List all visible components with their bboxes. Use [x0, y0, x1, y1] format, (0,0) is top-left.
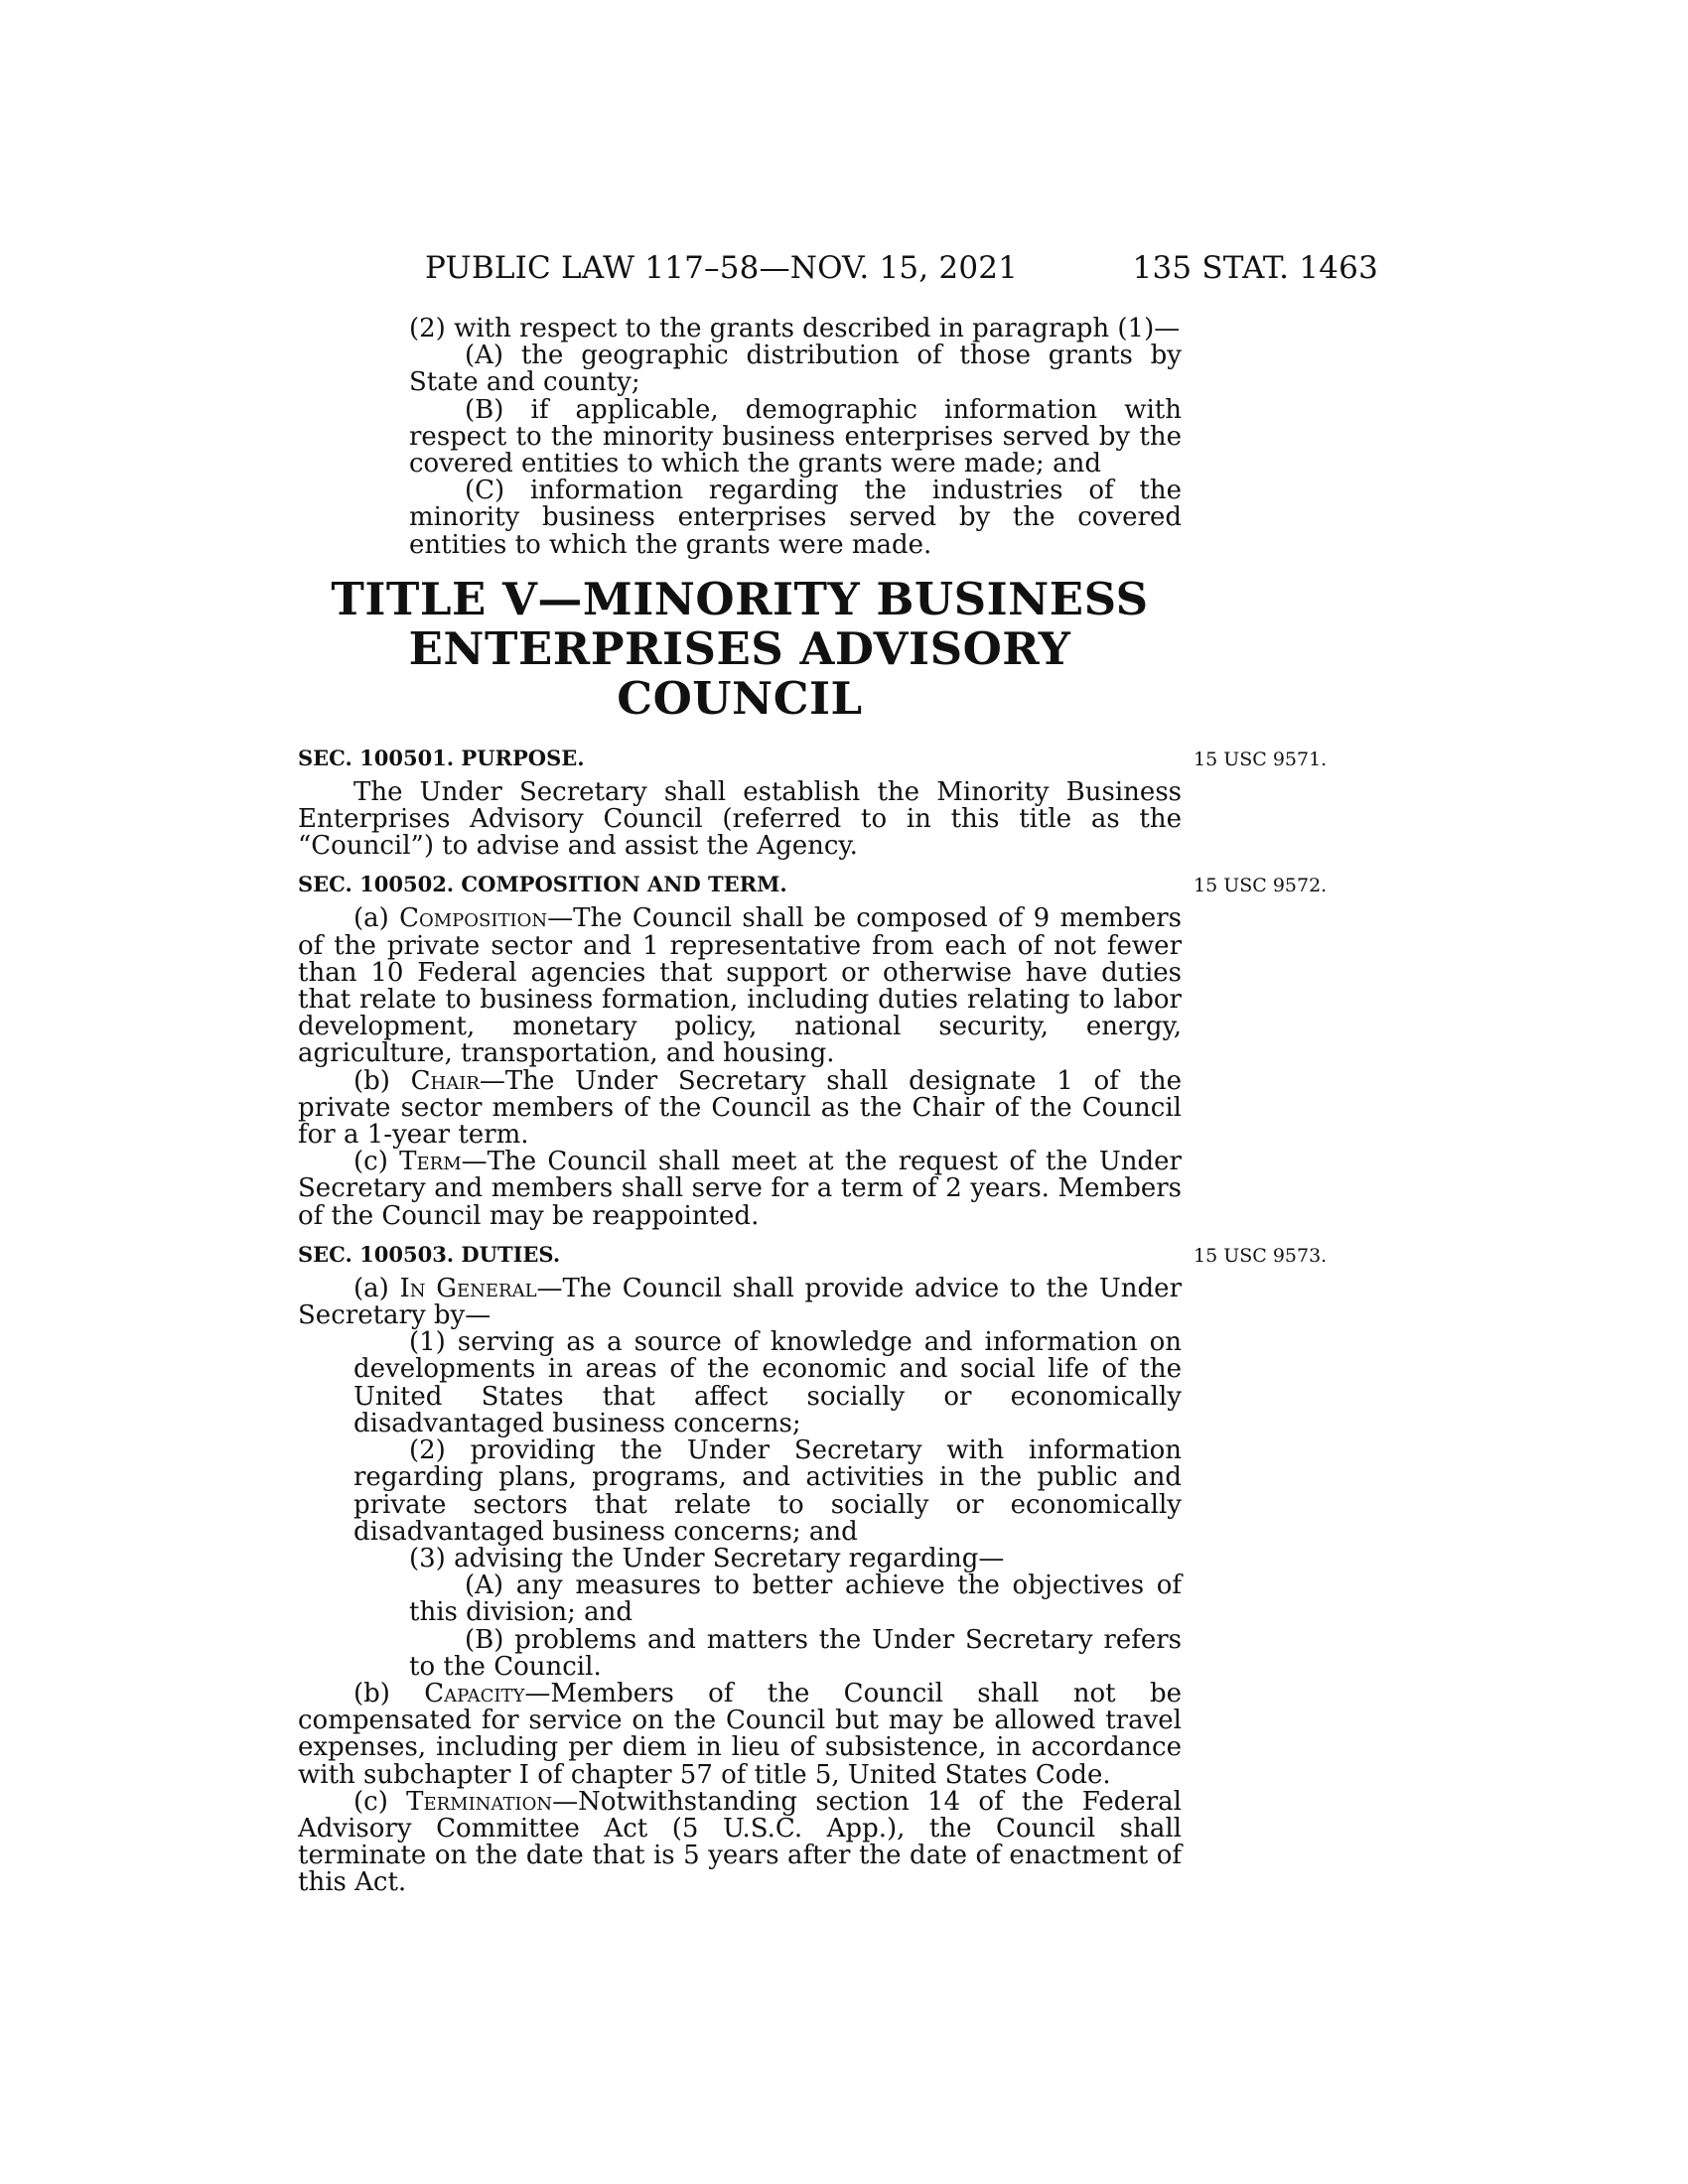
section-100501-heading-row	[298, 745, 1328, 771]
subparagraph-b: (B) problems and matters the Under Secretary refers to the Council.	[409, 1624, 1182, 1682]
section-100502-heading-row	[298, 872, 1328, 897]
subsection-caption: Chair	[410, 1065, 480, 1096]
subsection-text: —The Council shall be composed of 9 members of the private sector and 1 representative from each of not fewer than 10 Federal agencies that support or otherwise have duties that relate to business formation, including duties relating to labor development, monetary policy, national security, energy, agriculture, transportation, and housing.	[298, 903, 1182, 1069]
intro-subparagraph-b: (B) if applicable, demographic information with respect to the minority business enterprises served by the covered entities to which the grants were made; and	[409, 394, 1182, 479]
subsection-b-chair	[298, 1065, 1182, 1151]
title-line-2: ENTERPRISES ADVISORY COUNCIL	[408, 621, 1071, 725]
subsection-text: —Members of the Council shall not be compensated for service on the Council but may be allowed travel expenses, including per diem in lieu of subsistence, in accordance with subchapter I of chapter 57 of title 5, United States Code.	[298, 1678, 1182, 1790]
subsection-caption: In General	[399, 1273, 537, 1303]
intro-paragraph-2: (2) with respect to the grants described in paragraph (1)—	[409, 314, 1181, 343]
subsection-c-term	[298, 1149, 1182, 1230]
subsection-label: (b)	[353, 1065, 411, 1096]
subsection-label: (c)	[353, 1786, 407, 1817]
subparagraph-a: (A) any measures to better achieve the objectives of this division; and	[409, 1570, 1182, 1628]
title-heading	[298, 572, 1182, 725]
subsection-text: —The Under Secretary shall designate 1 of the private sector members of the Council as the Chair of the Council for a 1-year term.	[298, 1065, 1182, 1151]
section-heading: SEC. 100502. COMPOSITION AND TERM.	[298, 872, 787, 897]
document-body	[298, 314, 1328, 1898]
subsection-label: (a)	[353, 1273, 400, 1303]
subsection-label: (c)	[353, 1147, 400, 1177]
subsection-b-capacity	[298, 1678, 1182, 1790]
section-100503-heading-row	[298, 1241, 1328, 1268]
subsection-label: (a)	[353, 903, 400, 934]
subsection-caption: Termination	[406, 1786, 553, 1817]
header-stat-page: 135 STAT. 1463	[1132, 250, 1378, 286]
subsection-a-in-general	[298, 1273, 1182, 1331]
section-heading: SEC. 100503. DUTIES.	[298, 1241, 561, 1267]
subsection-text: —Notwithstanding section 14 of the Federal Advisory Committee Act (5 U.S.C. App.), the Council shall terminate on the date that is 5 years after the date of enactment of this Act.	[298, 1786, 1182, 1898]
header-law-citation: PUBLIC LAW 117–58—NOV. 15, 2021	[425, 250, 1019, 286]
subsection-label: (b)	[353, 1678, 425, 1708]
margin-citation: 15 USC 9572.	[1194, 875, 1328, 897]
paragraph-3: (3) advising the Under Secretary regarding—	[409, 1543, 1005, 1573]
margin-citation: 15 USC 9573.	[1194, 1244, 1328, 1267]
subsection-caption: Term	[399, 1147, 462, 1177]
title-line-1: TITLE V—MINORITY BUSINESS	[331, 572, 1149, 625]
subsection-caption: Composition	[399, 903, 548, 934]
subsection-text: —The Council shall meet at the request of the Under Secretary and members shall serve for a term of 2 years. Members of the Council may be reappointed.	[298, 1147, 1182, 1231]
subsection-a-composition	[298, 905, 1182, 1067]
section-100501-text: The Under Secretary shall establish the Minority Business Enterprises Advisory Council (referred to in this title as the “Council”) to advise and assist the Agency.	[298, 776, 1182, 862]
paragraph-1: (1) serving as a source of knowledge and information on developments in areas of the economic and social life of the United States that affect socially or economically disadvantaged business concerns;	[353, 1327, 1182, 1438]
paragraph-2: (2) providing the Under Secretary with information regarding plans, programs, and activities in the public and private sectors that relate to socially or economically disadvantaged business concerns; and	[353, 1435, 1182, 1547]
subsection-c-termination	[298, 1786, 1182, 1898]
margin-citation: 15 USC 9571.	[1194, 748, 1328, 770]
intro-subparagraph-a: (A) the geographic distribution of those grants by State and county;	[409, 341, 1182, 398]
subsection-caption: Capacity	[424, 1678, 525, 1708]
section-heading: SEC. 100501. PURPOSE.	[298, 745, 585, 770]
intro-subparagraph-c: (C) information regarding the industries of the minority business enterprises served by the covered entities to which the grants were made.	[409, 476, 1182, 560]
subsection-text: —The Council shall provide advice to the Under Secretary by—	[298, 1273, 1182, 1331]
